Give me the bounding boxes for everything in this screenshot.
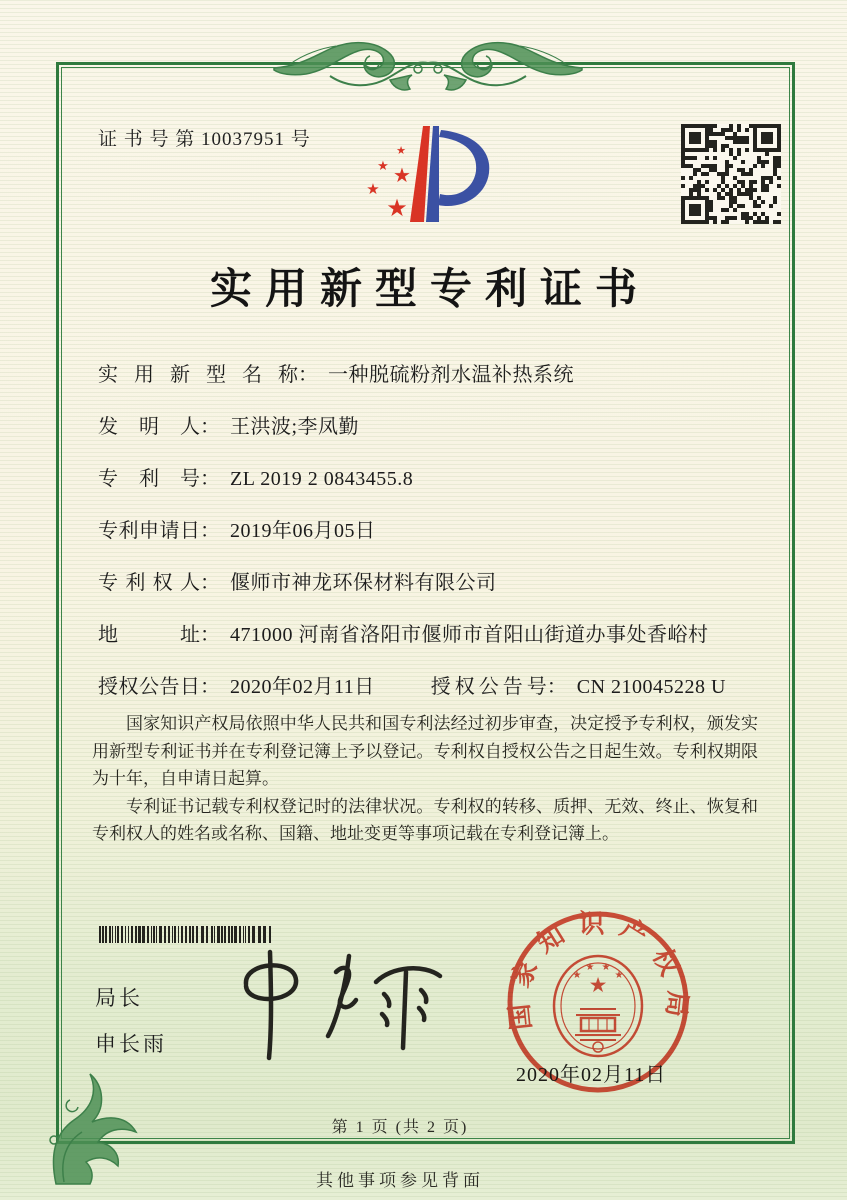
field-label: 授权公告号 (430, 676, 547, 698)
field-value: 偃师市神龙环保材料有限公司 (230, 572, 497, 594)
legal-paragraph-2: 专利证书记载专利权登记时的法律状况。专利权的转移、质押、无效、终止、恢复和专利权人的姓名或名称、国籍、地址变更等事项记载在专利登记簿上。 (92, 796, 758, 843)
star-icon: ★ (386, 194, 408, 222)
field-label: 专利权人 (98, 572, 200, 594)
field-row-filing-date (98, 520, 758, 542)
field-list (98, 364, 758, 728)
cnipa-logo-icon (338, 110, 520, 242)
field-label: 地址 (98, 624, 200, 646)
field-row-invention-name (98, 364, 758, 386)
field-label: 专利申请日 (98, 520, 200, 542)
field-value: CN 210045228 U (576, 676, 726, 698)
star-icon: ★ (396, 144, 406, 157)
field-colon: ： (200, 468, 220, 490)
floral-ornament-corner-icon (40, 1064, 160, 1186)
officer-name: 申长雨 (95, 1032, 167, 1056)
field-value: ZL 2019 2 0843455.8 (230, 468, 414, 490)
field-colon: ： (200, 572, 220, 594)
field-colon: ： (298, 364, 318, 386)
back-side-note: 其他事项参见背面 (316, 1171, 484, 1190)
star-icon: ★ (377, 159, 389, 174)
field-pair-grant-number (431, 676, 726, 698)
field-colon: ： (200, 624, 220, 646)
seal-agency-text: 国家知识产权局 (503, 909, 693, 1032)
qr-code (681, 124, 781, 224)
field-row-grant (98, 676, 758, 698)
page-indicator: 第 1 页 (共 2 页) (331, 1119, 469, 1136)
field-colon: ： (200, 416, 220, 438)
certificate-title: 实用新型专利证书 (209, 267, 650, 313)
field-value: 2020年02月11日 (230, 676, 375, 698)
logo-red-wedge (410, 126, 430, 222)
field-row-patentee (98, 572, 758, 594)
field-row-address (98, 624, 758, 646)
logo-blue-bowl (438, 130, 489, 206)
star-icon: ★ (393, 163, 411, 187)
star-icon: ★ (572, 970, 582, 981)
national-emblem-icon (554, 956, 642, 1056)
field-label: 授权公告日 (98, 676, 200, 698)
barcode (99, 926, 272, 943)
floral-ornament-top-icon (270, 36, 586, 98)
officer-role: 局长 (95, 986, 143, 1010)
seal-date: 2020年02月11日 (516, 1064, 667, 1086)
field-row-patent-number (98, 468, 758, 490)
field-label: 实用新型名称 (98, 364, 298, 386)
field-value: 471000 河南省洛阳市偃师市首阳山街道办事处香峪村 (230, 624, 709, 646)
field-colon: ： (200, 676, 220, 698)
star-icon: ★ (601, 962, 611, 973)
field-row-inventor (98, 416, 758, 438)
field-colon: ： (200, 520, 220, 542)
legal-text (92, 710, 758, 848)
field-label: 专利号 (98, 468, 200, 490)
logo-stars (366, 144, 411, 222)
signature-icon (218, 946, 458, 1068)
field-label: 发明人 (98, 416, 200, 438)
star-icon: ★ (588, 973, 608, 997)
legal-paragraph-1: 国家知识产权局依照中华人民共和国专利法经过初步审查，决定授予专利权，颁发实用新型专利证书并在专利登记簿上予以登记。专利权自授权公告之日起生效。专利权期限为十年，自申请日起算。 (92, 714, 758, 788)
star-icon: ★ (585, 962, 595, 973)
star-icon: ★ (366, 180, 380, 198)
field-value: 2019年06月05日 (230, 520, 376, 542)
field-value: 一种脱硫粉剂水温补热系统 (328, 364, 574, 386)
star-icon: ★ (614, 970, 624, 981)
certificate-number: 证 书 号 第 10037951 号 (98, 129, 311, 150)
field-value: 王洪波;李凤勤 (230, 416, 360, 438)
field-colon: ： (546, 676, 567, 698)
